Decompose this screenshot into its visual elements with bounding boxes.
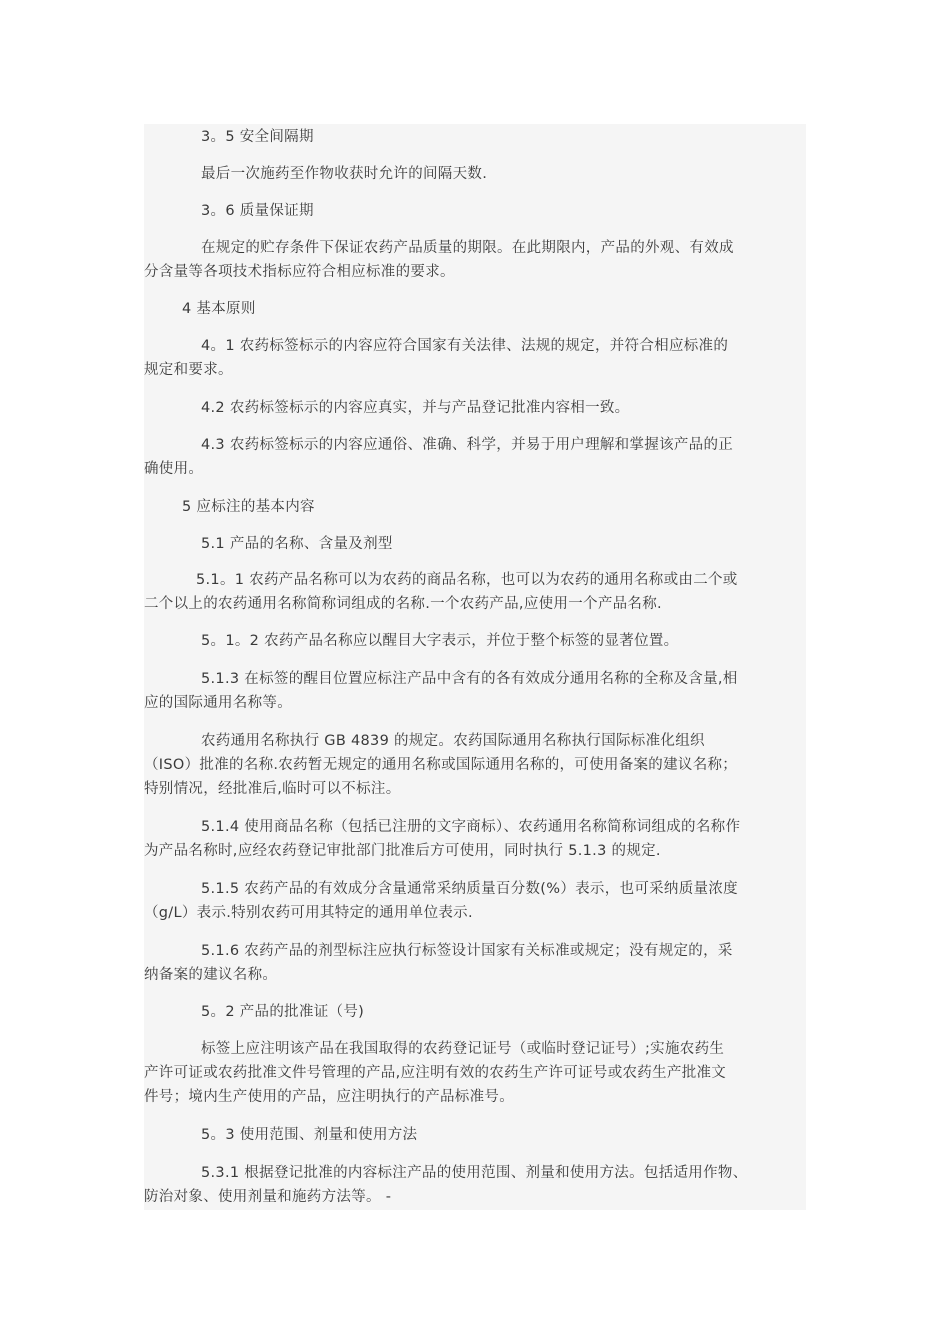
heading-5-1: 5.1 产品的名称、含量及剂型 <box>201 536 393 552</box>
paragraph-3-6-body: 在规定的贮存条件下保证农药产品质量的期限。在此期限内，产品的外观、有效成 分含量等各项技术指标应符合相应标准的要求。 <box>144 240 734 280</box>
document-body <box>144 124 806 1210</box>
paragraph-3-5-body: 最后一次施药至作物收获时允许的间隔天数. <box>201 166 488 182</box>
paragraph-common-names: 农药通用名称执行 GB 4839 的规定。农药国际通用名称执行国际标准化组织 （ISO）批准的名称.农药暂无规定的通用名称或国际通用名称的，可使用备案的建议名称； 特别情况，经批准后,临时可以不标注。 <box>144 733 738 797</box>
heading-5: 5 应标注的基本内容 <box>182 499 315 515</box>
paragraph-5-3-1: 5.3.1 根据登记批准的内容标注产品的使用范围、剂量和使用方法。包括适用作物、 防治对象、使用剂量和施药方法等。 - <box>144 1165 748 1205</box>
paragraph-5-1-6: 5.1.6 农药产品的剂型标注应执行标签设计国家有关标准或规定；没有规定的，采 纳备案的建议名称。 <box>144 943 733 983</box>
paragraph-5-1-5: 5.1.5 农药产品的有效成分含量通常采纳质量百分数(%）表示，也可采纳质量浓度 （g/L）表示.特别农药可用其特定的通用单位表示. <box>144 881 738 921</box>
paragraph-4-1: 4。1 农药标签标示的内容应符合国家有关法律、法规的规定，并符合相应标准的 规定和要求。 <box>144 338 729 378</box>
heading-5-3: 5。3 使用范围、剂量和使用方法 <box>201 1127 418 1143</box>
paragraph-5-1-3: 5.1.3 在标签的醒目位置应标注产品中含有的各有效成分通用名称的全称及含量,相 应的国际通用名称等。 <box>144 671 738 711</box>
heading-4: 4 基本原则 <box>182 301 256 317</box>
heading-5-2: 5。2 产品的批准证（号) <box>201 1004 365 1020</box>
paragraph-5-1-1: 5.1。1 农药产品名称可以为农药的商品名称，也可以为农药的通用名称或由二个或 二个以上的农药通用名称简称词组成的名称.一个农药产品,应使用一个产品名称. <box>144 572 738 612</box>
paragraph-5-1-4: 5.1.4 使用商品名称（包括已注册的文字商标）、农药通用名称简称词组成的名称作 为产品名称时,应经农药登记审批部门批准后方可使用，同时执行 5.1.3 的规定. <box>144 819 741 859</box>
heading-3-6: 3。6 质量保证期 <box>201 203 314 219</box>
paragraph-5-1-2: 5。1。2 农药产品名称应以醒目大字表示，并位于整个标签的显著位置。 <box>201 633 679 649</box>
paragraph-4-2: 4.2 农药标签标示的内容应真实，并与产品登记批准内容相一致。 <box>201 400 630 416</box>
heading-3-5: 3。5 安全间隔期 <box>201 129 314 145</box>
paragraph-4-3: 4.3 农药标签标示的内容应通俗、准确、科学，并易于用户理解和掌握该产品的正 确使用。 <box>144 437 734 477</box>
paragraph-5-2-body: 标签上应注明该产品在我国取得的农药登记证号（或临时登记证号）;实施农药生 产许可证或农药批准文件号管理的产品,应注明有效的农药生产许可证号或农药生产批准文 件号；境内生产使用的产品，应注明执行的产品标准号。 <box>144 1041 727 1105</box>
